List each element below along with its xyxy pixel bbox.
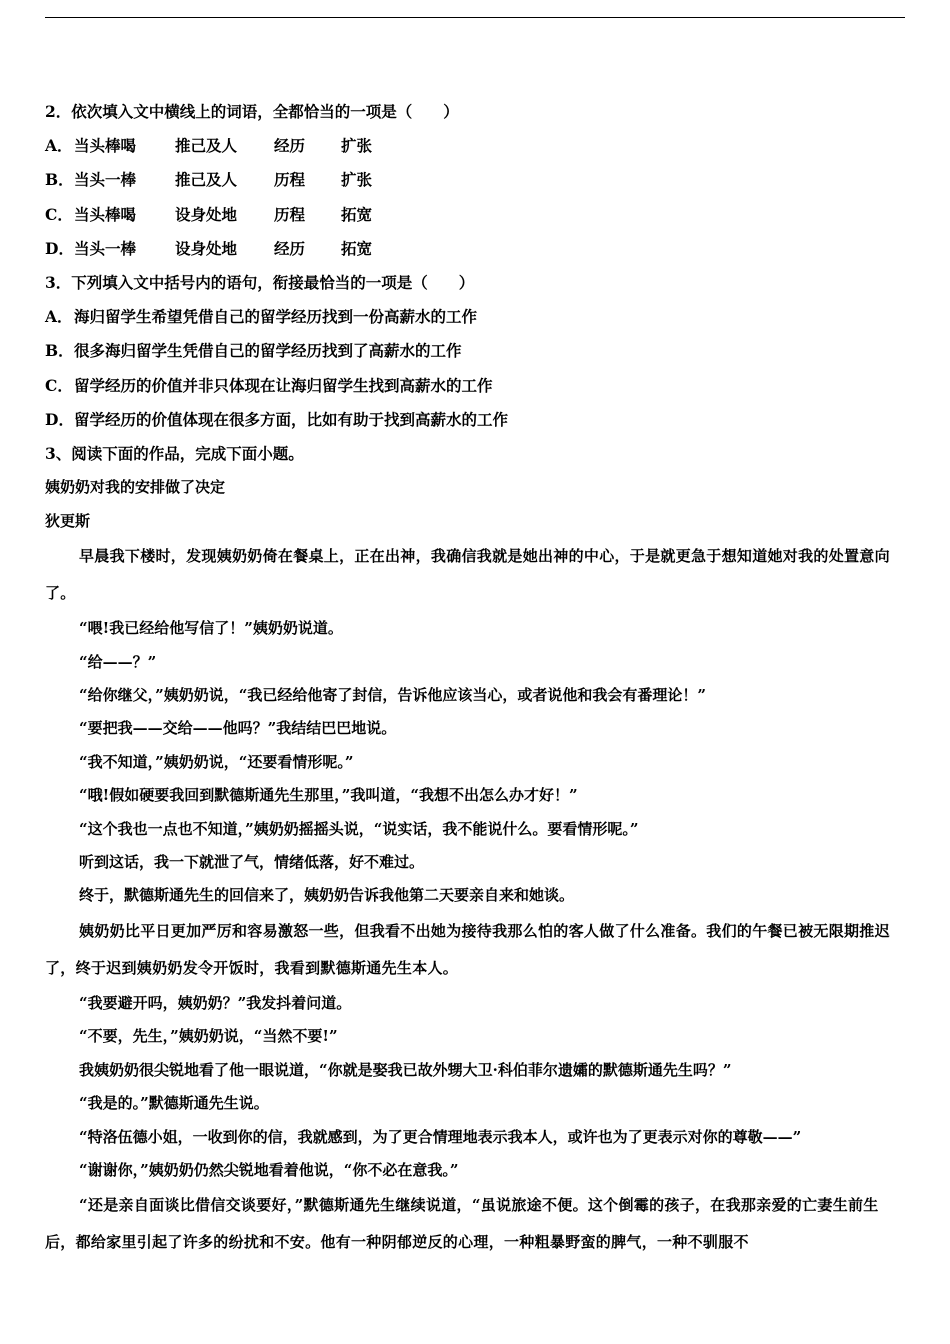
passage-paragraph: “这个我也一点也不知道，”姨奶奶摇摇头说，“说实话，我不能说什么。要看情形呢。” [79, 819, 639, 838]
passage-paragraph: “特洛伍德小姐，一收到你的信，我就感到，为了更合情理地表示我本人，或许也为了更表示对你的尊敬——” [79, 1127, 802, 1146]
option-letter: D． [45, 409, 74, 429]
passage-paragraph: “给——？” [79, 652, 157, 671]
question-3-option-a [45, 300, 905, 334]
passage-paragraph: 我姨奶奶很尖锐地看了他一眼说道，“你就是娶我已故外甥大卫·科伯菲尔遗孀的默德斯通先生吗？” [79, 1060, 732, 1079]
passage-paragraph: “喂!我已经给他写信了！”姨奶奶说道。 [79, 619, 343, 638]
option-letter: D． [45, 238, 74, 258]
option-word: 历程 [274, 204, 306, 224]
option-word: 当头棒喝 [74, 204, 137, 224]
question-2-option-b [45, 163, 905, 197]
passage-paragraph: “我是的。”默德斯通先生说。 [79, 1094, 269, 1113]
option-letter: C． [45, 375, 73, 395]
option-word: 当头一棒 [74, 238, 137, 258]
question-2-option-c [45, 198, 905, 232]
passage-paragraph: “还是亲自面谈比借信交谈要好，”默德斯通先生继续说道，“虽说旅途不便。这个倒霉的孩子，在我那亲爱的亡妻生前生后，都给家里引起了许多的纷扰和不安。他有一种阴郁逆反的心理，一种粗暴野蛮的脾气，一种不驯服不 [45, 1196, 879, 1252]
passage-paragraph: “我不知道，”姨奶奶说，“还要看情形呢。” [79, 752, 354, 771]
option-text: 留学经历的价值体现在很多方面，比如有助于找到高薪水的工作 [74, 409, 509, 429]
question-3-option-c [45, 369, 905, 403]
passage-paragraph: “我要避开吗，姨奶奶？”我发抖着问道。 [79, 993, 352, 1012]
option-letter: B． [45, 341, 74, 361]
option-word: 设身处地 [175, 204, 238, 224]
question-3-stem: 3．下列填入文中括号内的语句，衔接最恰当的一项是（ ） [45, 273, 475, 293]
option-text: 很多海归留学生凭借自己的留学经历找到了高薪水的工作 [74, 341, 462, 361]
option-word: 设身处地 [175, 238, 238, 258]
option-word: 拓宽 [341, 238, 373, 258]
option-word: 历程 [274, 170, 306, 190]
passage-paragraph: “给你继父，”姨奶奶说，“我已经给他寄了封信，告诉他应该当心，或者说他和我会有番理论！” [79, 686, 707, 705]
passage-paragraph: 终于，默德斯通先生的回信来了，姨奶奶告诉我他第二天要亲自来和她谈。 [79, 886, 575, 905]
option-text: 留学经历的价值并非只体现在让海归留学生找到高薪水的工作 [74, 375, 493, 395]
reading-passage [45, 471, 905, 1261]
passage-paragraph: 姨奶奶比平日更加严厉和容易激怒一些，但我看不出她为接待我那么怕的客人做了什么准备。我们的午餐已被无限期推迟了，终于迟到姨奶奶发令开饭时，我看到默德斯通先生本人。 [45, 921, 890, 977]
option-word: 经历 [274, 238, 306, 258]
passage-paragraph: “谢谢你，”姨奶奶仍然尖锐地看着他说，“你不必在意我。” [79, 1160, 459, 1179]
option-word: 拓宽 [341, 204, 373, 224]
passage-author: 狄更斯 [45, 511, 91, 530]
option-word: 推己及人 [175, 170, 238, 190]
option-word: 当头棒喝 [74, 136, 137, 156]
option-word: 扩张 [341, 136, 373, 156]
question-3-option-b [45, 334, 905, 368]
question-2-option-a [45, 129, 905, 163]
option-letter: B． [45, 170, 74, 190]
page-content [45, 95, 905, 1261]
option-text: 海归留学生希望凭借自己的留学经历找到一份高薪水的工作 [74, 307, 478, 327]
option-word: 推己及人 [175, 136, 238, 156]
passage-paragraph: 听到这话，我一下就泄了气，情绪低落，好不难过。 [79, 853, 425, 872]
option-letter: A． [45, 136, 73, 156]
reading-intro: 3、阅读下面的作品，完成下面小题。 [45, 444, 304, 464]
option-word: 扩张 [341, 170, 373, 190]
question-2-stem: 2．依次填入文中横线上的词语，全都恰当的一项是（ ） [45, 102, 459, 121]
passage-title: 姨奶奶对我的安排做了决定 [45, 478, 226, 497]
option-word: 当头一棒 [74, 170, 137, 190]
question-3-option-d [45, 403, 905, 437]
option-letter: A． [45, 307, 73, 327]
passage-paragraph: “哦!假如硬要我回到默德斯通先生那里，”我叫道，“我想不出怎么办才好！” [79, 786, 578, 805]
option-letter: C． [45, 204, 73, 224]
passage-paragraph: 早晨我下楼时，发现姨奶奶倚在餐桌上，正在出神，我确信我就是她出神的中心，于是就更急于想知道她对我的处置意向了。 [45, 547, 890, 603]
passage-paragraph: “要把我——交给——他吗？”我结结巴巴地说。 [79, 719, 397, 738]
passage-paragraph: “不要，先生，”姨奶奶说，“当然不要!” [79, 1027, 338, 1046]
header-rule [45, 17, 905, 18]
option-word: 经历 [274, 136, 306, 156]
question-2-option-d [45, 232, 905, 266]
